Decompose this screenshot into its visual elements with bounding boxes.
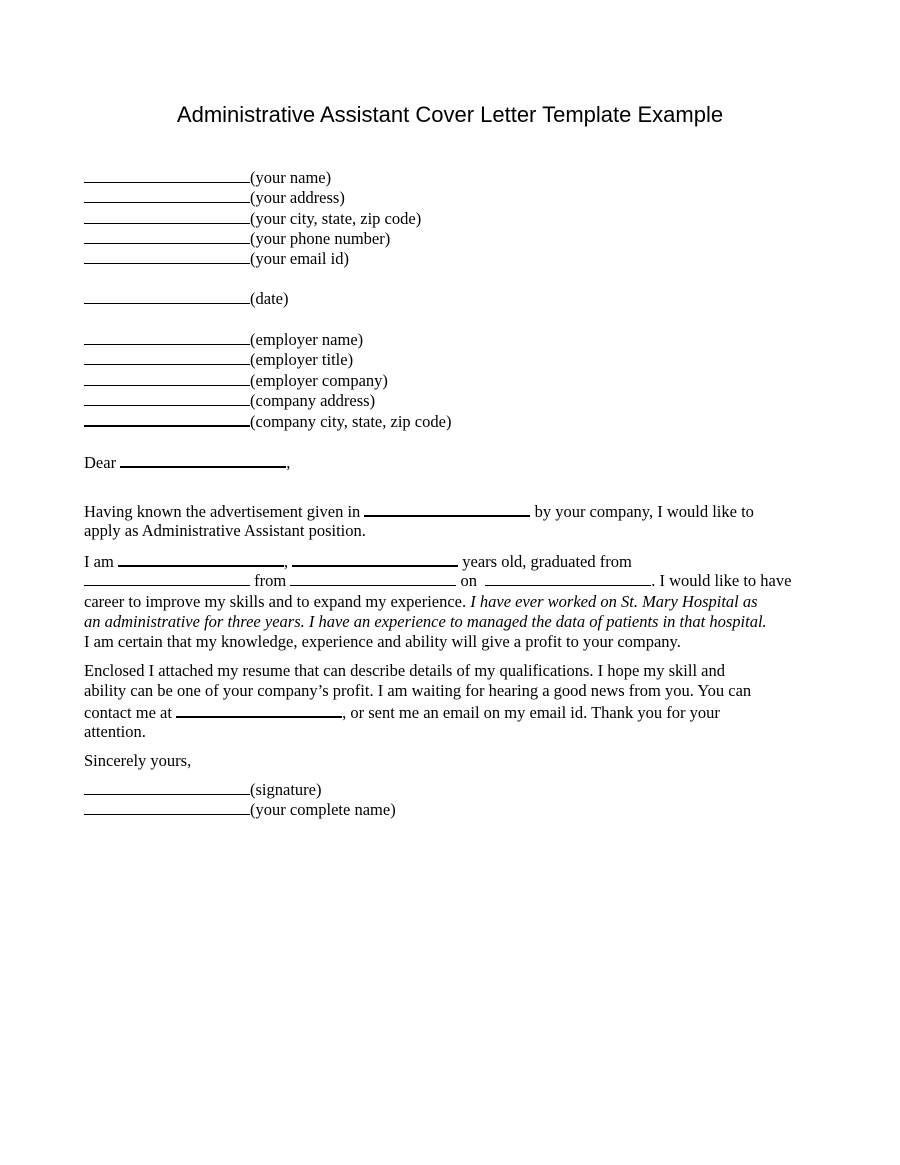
date-label: (date) [250,289,289,308]
employer-name-line [84,330,819,350]
para3-line4: attention. [84,721,146,741]
company-address-line [84,391,819,411]
closing-text: Sincerely yours, [84,751,192,770]
para2-on: on [460,571,477,591]
blank-field[interactable] [84,229,250,244]
para2-line4-italic: an administrative for three years. I have an experience to managed the data of patients in that hospital. [84,611,767,631]
para2-comma: , [283,552,289,571]
blank-field[interactable] [84,800,250,815]
para3-line1: Enclosed I attached my resume that can describe details of my qualifications. I hope my skill and [84,661,726,680]
para2-line3-plain: career to improve my skills and to expand my experience. [84,591,467,611]
sender-email-label: (your email id) [250,249,349,269]
employer-block [84,330,819,431]
sender-name-label: (your name) [250,168,332,187]
blank-field[interactable] [84,330,250,345]
blank-field[interactable] [84,780,250,795]
signature-block [84,780,819,821]
para3-line2: ability can be one of your company’s profit. I am waiting for hearing a good news from you. You can [84,681,752,701]
employer-company-label: (employer company) [250,370,388,390]
para3-line3-before: contact me at [84,702,172,722]
blank-field[interactable] [84,350,250,365]
sender-city-line [84,209,819,229]
sender-phone-line [84,229,819,249]
sender-address-label: (your address) [250,188,345,208]
blank-field[interactable] [290,571,456,586]
paragraph-1 [84,501,819,542]
company-city-line [84,411,819,431]
para1-after: by your company, I would like to [534,502,754,521]
complete-name-label: (your complete name) [250,800,396,820]
company-address-label: (company address) [250,390,376,410]
blank-field[interactable] [84,209,250,224]
date-line [84,289,819,309]
closing [84,751,819,771]
salutation-word: Dear [84,453,117,472]
blank-field[interactable] [176,702,342,718]
sender-address-line [84,188,819,208]
blank-field[interactable] [84,571,250,586]
para2-from: from [254,571,287,591]
para1-line2: apply as Administrative Assistant position. [84,521,366,541]
sender-block [84,168,819,269]
sender-email-line [84,249,819,269]
paragraph-3 [84,661,819,742]
company-city-label: (company city, state, zip code) [250,412,452,432]
sender-name-line [84,168,819,188]
salutation-comma: , [286,453,291,472]
salutation [84,452,819,472]
blank-field[interactable] [118,551,284,567]
employer-title-label: (employer title) [250,350,354,370]
blank-field[interactable] [84,249,250,264]
para2-i-am: I am [84,552,114,571]
employer-company-line [84,371,819,391]
blank-field[interactable] [120,452,286,468]
sender-city-label: (your city, state, zip code) [250,208,422,228]
page-title: Administrative Assistant Cover Letter Template Example [176,102,724,127]
date-block [84,289,819,309]
blank-field[interactable] [485,571,651,586]
blank-field[interactable] [84,188,250,203]
para1-before: Having known the advertisement given in [84,502,361,521]
blank-field[interactable] [84,391,250,406]
paragraph-2 [84,551,819,652]
blank-field[interactable] [364,501,530,517]
employer-title-line [84,350,819,370]
para2-years-old: years old, graduated from [462,552,632,571]
signature-label: (signature) [250,780,322,799]
blank-field[interactable] [84,289,250,304]
employer-name-label: (employer name) [250,330,364,349]
para3-line3-after: , or sent me an email on my email id. Thank you for your [342,702,720,722]
complete-name-line [84,800,819,820]
para2-line5: I am certain that my knowledge, experience and ability will give a profit to your company. [84,632,681,652]
blank-field[interactable] [84,168,250,183]
signature-line [84,780,819,800]
sender-phone-label: (your phone number) [250,228,391,248]
blank-field[interactable] [84,371,250,386]
blank-field[interactable] [84,411,250,427]
blank-field[interactable] [292,551,458,567]
para2-line3-italic: I have ever worked on St. Mary Hospital as [470,591,758,611]
para2-career-end: . I would like to have [651,571,792,591]
